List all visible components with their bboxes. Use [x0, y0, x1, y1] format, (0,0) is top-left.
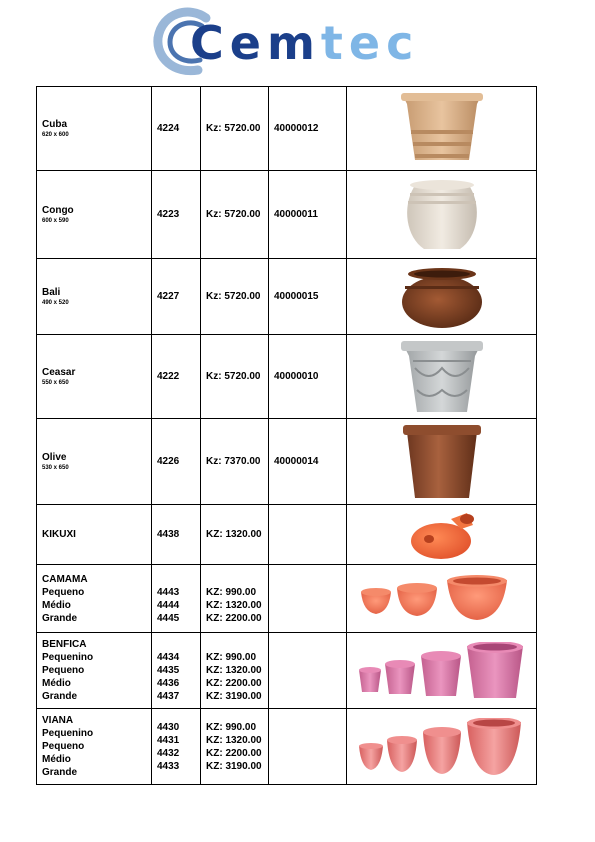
product-price: KZ: 1320.00: [201, 505, 269, 565]
table-row: [37, 709, 537, 785]
cuba-pot-image: [397, 90, 487, 168]
product-name: Olive: [42, 452, 67, 463]
empty-reference-cell: [269, 709, 347, 785]
product-code: 4445: [157, 613, 180, 624]
group-name: VIANA: [42, 715, 74, 726]
product-price: KZ: 990.00: [206, 651, 257, 663]
product-price: KZ: 1320.00: [206, 734, 262, 746]
product-code: 4444: [157, 600, 180, 611]
product-catalog-table: [36, 86, 537, 785]
ceasar-pot-image: [399, 338, 485, 416]
empty-reference-cell: [269, 633, 347, 709]
product-name: Ceasar: [42, 367, 76, 378]
product-price: KZ: 1320.00: [206, 664, 262, 676]
product-price: KZ: 2200.00: [206, 747, 262, 759]
size-label: Médio: [42, 599, 71, 611]
product-price: Kz: 5720.00: [201, 87, 269, 171]
camama-pots-image: [357, 574, 527, 624]
product-price: KZ: 2200.00: [206, 613, 262, 624]
product-code: 4226: [152, 419, 201, 505]
product-name-cell: [37, 335, 152, 419]
price-list-cell: [201, 709, 269, 785]
product-image-cell: [347, 259, 537, 335]
product-dimensions: 600 x 590: [42, 218, 69, 224]
product-image-cell: [347, 335, 537, 419]
product-price: Kz: 5720.00: [201, 259, 269, 335]
size-list: [42, 586, 146, 625]
size-list: [42, 651, 146, 703]
size-label: Grande: [42, 767, 78, 778]
size-label: Grande: [42, 691, 78, 702]
empty-reference-cell: [269, 505, 347, 565]
product-image-cell: [347, 419, 537, 505]
group-name-cell: [37, 565, 152, 633]
product-code: 4431: [157, 734, 180, 746]
product-name-cell: [37, 87, 152, 171]
product-price: KZ: 1320.00: [206, 600, 262, 611]
product-name-cell: [37, 505, 152, 565]
code-list-cell: [152, 565, 201, 633]
benfica-pots-image: [357, 642, 527, 700]
product-dimensions: 490 x 520: [42, 300, 69, 306]
product-name: KIKUXI: [42, 529, 76, 540]
product-reference: 40000011: [269, 171, 347, 259]
table-row: [37, 335, 537, 419]
kikuxi-pot-image: [407, 509, 477, 561]
product-reference: 40000012: [269, 87, 347, 171]
brand-em: em: [229, 16, 321, 70]
product-dimensions: 550 x 650: [42, 380, 69, 386]
product-code: 4223: [152, 171, 201, 259]
product-code: 4443: [157, 587, 180, 598]
product-code: 4432: [157, 747, 180, 759]
group-name-cell: [37, 633, 152, 709]
product-price: KZ: 3190.00: [206, 690, 262, 702]
product-name-cell: [37, 259, 152, 335]
size-label: Grande: [42, 612, 78, 624]
product-reference: 40000010: [269, 335, 347, 419]
product-price: KZ: 3190.00: [206, 760, 262, 772]
product-reference: 40000014: [269, 419, 347, 505]
product-price: Kz: 5720.00: [201, 335, 269, 419]
table-row: [37, 419, 537, 505]
product-code: 4436: [157, 677, 180, 689]
product-code: 4430: [157, 721, 180, 733]
product-dimensions: 530 x 650: [42, 465, 69, 471]
group-name: BENFICA: [42, 639, 87, 650]
size-label: Pequeno: [42, 665, 85, 676]
product-code: 4222: [152, 335, 201, 419]
size-label: Pequenino: [42, 652, 94, 663]
product-name-cell: [37, 419, 152, 505]
table-row: [37, 633, 537, 709]
table-row: [37, 259, 537, 335]
product-name: Cuba: [42, 119, 67, 130]
size-label: Pequeno: [42, 586, 85, 598]
product-name: Bali: [42, 287, 61, 298]
product-price: KZ: 990.00: [206, 721, 257, 733]
table-row: [37, 505, 537, 565]
product-image-cell: [347, 633, 537, 709]
price-list-cell: [201, 633, 269, 709]
product-code: 4224: [152, 87, 201, 171]
table-row: [37, 87, 537, 171]
product-code: 4437: [157, 690, 180, 702]
bali-pot-image: [397, 264, 487, 330]
product-code: 4227: [152, 259, 201, 335]
product-price: KZ: 2200.00: [206, 677, 262, 689]
product-reference: 40000015: [269, 259, 347, 335]
brand-wordmark: [190, 16, 419, 70]
price-list-cell: [201, 565, 269, 633]
group-name: CAMAMA: [42, 573, 88, 585]
size-label: Médio: [42, 754, 71, 765]
table-row: [37, 171, 537, 259]
size-label: Pequenino: [42, 728, 94, 739]
brand-c: C: [190, 16, 230, 70]
product-image-cell: [347, 709, 537, 785]
product-price: KZ: 990.00: [206, 587, 257, 598]
product-image-cell: [347, 565, 537, 633]
size-label: Pequeno: [42, 741, 85, 752]
brand-tec: tec: [320, 16, 420, 70]
product-code: 4435: [157, 664, 180, 676]
product-name-cell: [37, 171, 152, 259]
product-price: Kz: 5720.00: [201, 171, 269, 259]
product-image-cell: [347, 171, 537, 259]
product-dimensions: 620 x 600: [42, 132, 69, 138]
code-list-cell: [152, 633, 201, 709]
product-name: Congo: [42, 205, 74, 216]
table-row: [37, 565, 537, 633]
size-list: [42, 727, 146, 779]
viana-pots-image: [357, 718, 527, 776]
product-code: 4433: [157, 760, 180, 772]
product-price: Kz: 7370.00: [201, 419, 269, 505]
product-code: 4434: [157, 651, 180, 663]
product-code: 4438: [152, 505, 201, 565]
olive-pot-image: [401, 422, 483, 502]
group-name-cell: [37, 709, 152, 785]
congo-pot-image: [402, 177, 482, 253]
code-list-cell: [152, 709, 201, 785]
product-image-cell: [347, 87, 537, 171]
product-image-cell: [347, 505, 537, 565]
empty-reference-cell: [269, 565, 347, 633]
size-label: Médio: [42, 678, 71, 689]
cemtec-logo: [150, 4, 450, 78]
